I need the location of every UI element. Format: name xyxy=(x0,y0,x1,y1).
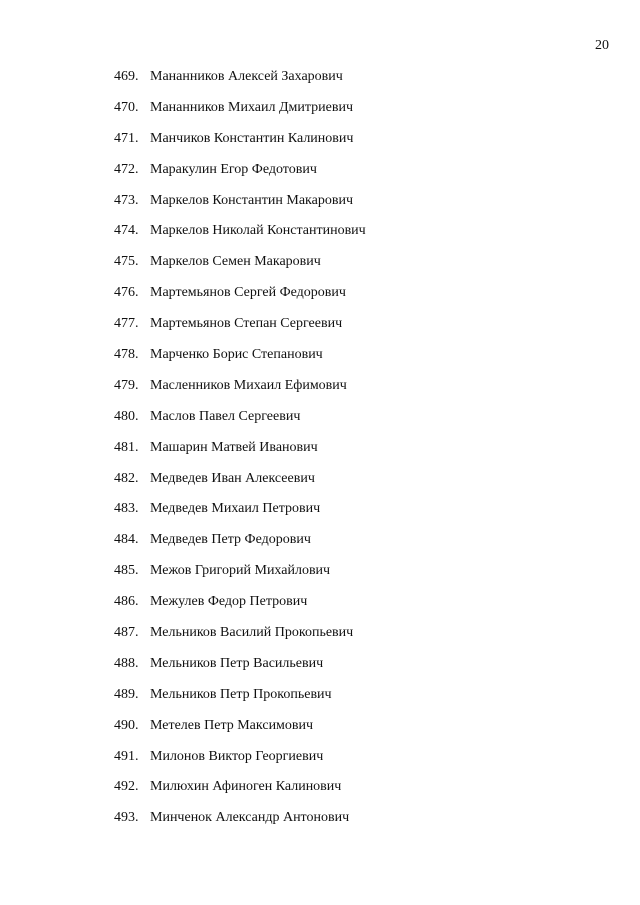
list-item-number: 470. xyxy=(114,99,139,115)
list-item-name: Маркелов Константин Макарович xyxy=(150,192,353,208)
list-item-name: Мельников Петр Прокопьевич xyxy=(150,686,332,702)
list-item-name: Марченко Борис Степанович xyxy=(150,347,323,363)
list-item-number: 473. xyxy=(114,192,139,208)
list-item xyxy=(114,685,366,716)
list-item xyxy=(114,438,366,469)
list-item xyxy=(114,221,366,252)
list-item xyxy=(114,716,366,747)
list-item xyxy=(114,777,366,808)
list-item-number: 484. xyxy=(114,532,139,548)
list-item-name: Медведев Иван Алексеевич xyxy=(150,470,315,486)
list-item xyxy=(114,561,366,592)
list-item-name: Межулев Федор Петрович xyxy=(150,594,308,610)
list-item-name: Мельников Петр Васильевич xyxy=(150,655,324,671)
list-item-name: Мананников Алексей Захарович xyxy=(150,69,343,84)
page-number: 20 xyxy=(595,38,609,53)
list-item xyxy=(114,747,366,778)
list-item-name: Медведев Петр Федорович xyxy=(150,532,311,548)
list-item xyxy=(114,191,366,222)
list-item-name: Метелев Петр Максимович xyxy=(150,717,314,733)
list-item xyxy=(114,407,366,438)
list-item-number: 487. xyxy=(114,625,139,641)
list-item-number: 486. xyxy=(114,594,139,610)
list-item-name: Минченок Александр Антонович xyxy=(150,810,350,826)
list-item-number: 476. xyxy=(114,285,139,301)
list-item-name: Маракулин Егор Федотович xyxy=(150,161,317,177)
list-item-name: Межов Григорий Михайлович xyxy=(150,563,331,579)
list-item xyxy=(114,530,366,561)
list-item-name: Милюхин Афиноген Калинович xyxy=(150,779,342,795)
list-item xyxy=(114,67,366,98)
list-item-number: 475. xyxy=(114,254,139,270)
list-item xyxy=(114,654,366,685)
list-item xyxy=(114,252,366,283)
list-item xyxy=(114,808,366,839)
list-item-name: Машарин Матвей Иванович xyxy=(150,439,318,455)
list-item-name: Мартемьянов Сергей Федорович xyxy=(150,285,346,301)
list-item-name: Медведев Михаил Петрович xyxy=(150,501,321,517)
list-item xyxy=(114,314,366,345)
list-item xyxy=(114,98,366,129)
list-item-name: Масленников Михаил Ефимович xyxy=(150,377,347,393)
name-list xyxy=(114,67,366,839)
list-item-name: Мартемьянов Степан Сергеевич xyxy=(150,316,343,332)
list-item xyxy=(114,592,366,623)
list-item-name: Манчиков Константин Калинович xyxy=(150,130,354,146)
list-item-number: 490. xyxy=(114,717,139,733)
list-item-number: 469. xyxy=(114,69,139,84)
list-item xyxy=(114,283,366,314)
list-item-number: 472. xyxy=(114,161,139,177)
list-item-number: 477. xyxy=(114,316,139,332)
list-item xyxy=(114,469,366,500)
list-item-name: Маркелов Семен Макарович xyxy=(150,254,321,270)
list-item xyxy=(114,623,366,654)
list-item-number: 485. xyxy=(114,563,139,579)
list-item-name: Маслов Павел Сергеевич xyxy=(150,408,301,424)
list-item-number: 493. xyxy=(114,810,139,826)
list-item-number: 492. xyxy=(114,779,139,795)
list-item xyxy=(114,376,366,407)
list-item-name: Маркелов Николай Константинович xyxy=(150,223,366,239)
list-item xyxy=(114,499,366,530)
list-item-number: 474. xyxy=(114,223,139,239)
list-item-name: Мельников Василий Прокопьевич xyxy=(150,625,354,641)
list-item-number: 482. xyxy=(114,470,139,486)
list-item-name: Милонов Виктор Георгиевич xyxy=(150,748,324,764)
list-item-number: 480. xyxy=(114,408,139,424)
list-item xyxy=(114,160,366,191)
list-item xyxy=(114,345,366,376)
list-item-number: 471. xyxy=(114,130,139,146)
list-item-number: 489. xyxy=(114,686,139,702)
list-item-number: 479. xyxy=(114,377,139,393)
list-item-number: 491. xyxy=(114,748,139,764)
list-item-number: 488. xyxy=(114,655,139,671)
list-item-number: 478. xyxy=(114,347,139,363)
list-item-number: 481. xyxy=(114,439,139,455)
list-item xyxy=(114,129,366,160)
list-item-name: Мананников Михаил Дмитриевич xyxy=(150,99,354,115)
list-item-number: 483. xyxy=(114,501,139,517)
